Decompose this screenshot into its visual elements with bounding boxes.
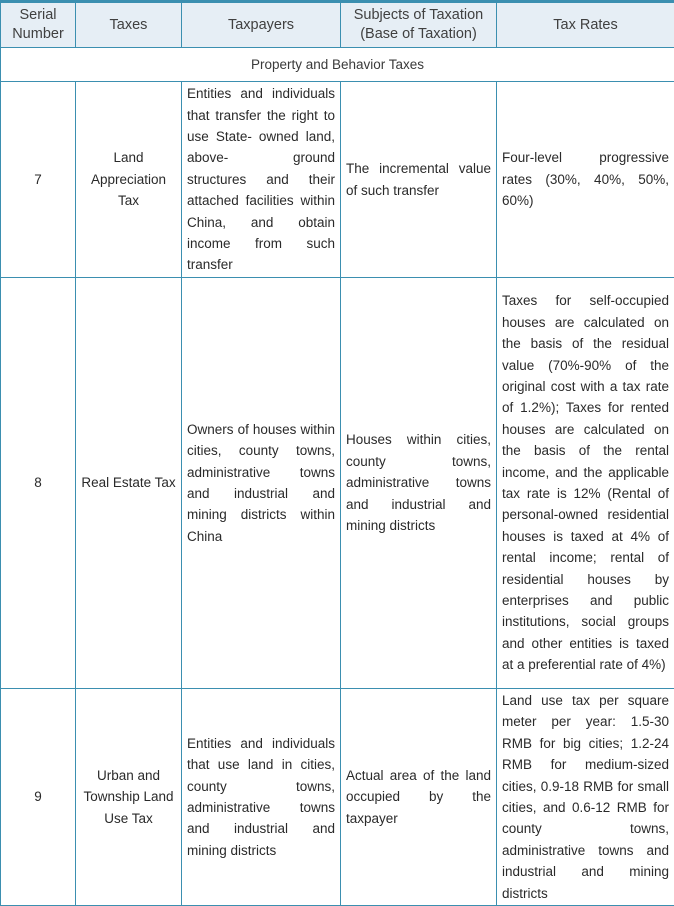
serial-cell: 8 — [1, 278, 76, 689]
table-row — [1, 278, 674, 689]
header-serial-number: Serial Number — [1, 2, 76, 48]
table-row — [1, 689, 674, 906]
tax-name-cell: Land Appreciation Tax — [76, 82, 182, 278]
tax-rates-cell: Taxes for self-occupied houses are calculated on the basis of the residual value (70%-90% of the original cost with a tax rate of 1.2%); Taxes for rented houses are calculated on the basis of the rental income, and the applicable tax rate is 12% (Rental of personal-owned residential houses is taxed at 4% of rental income; rental of residential houses by enterprises and public institutions, social groups and other entities is taxed at a preferential rate of 4%) — [497, 278, 674, 689]
section-title: Property and Behavior Taxes — [1, 48, 674, 82]
serial-cell: 9 — [1, 689, 76, 906]
subject-cell: Actual area of the land occupied by the taxpayer — [341, 689, 497, 906]
table-row — [1, 82, 674, 278]
header-taxes: Taxes — [76, 2, 182, 48]
taxpayers-cell: Entities and individuals that transfer the right to use State- owned land, above- ground structures and their attached facilities within China, and obtain income from such transfer — [182, 82, 341, 278]
tax-rates-cell: Four-level progressive rates (30%, 40%, 50%, 60%) — [497, 82, 674, 278]
header-tax-rates: Tax Rates — [497, 2, 674, 48]
taxpayers-cell: Owners of houses within cities, county towns, administrative towns and industrial and mining districts within China — [182, 278, 341, 689]
header-subjects-of-taxation: Subjects of Taxation (Base of Taxation) — [341, 2, 497, 48]
tax-rates-cell: Land use tax per square meter per year: 1.5-30 RMB for big cities; 1.2-24 RMB for medium-sized cities, 0.9-18 RMB for small cities, and 0.6-12 RMB for county towns, administrative towns and industrial and mining districts — [497, 689, 674, 906]
table-header — [1, 2, 674, 48]
tax-name-cell: Urban and Township Land Use Tax — [76, 689, 182, 906]
header-taxpayers: Taxpayers — [182, 2, 341, 48]
serial-cell: 7 — [1, 82, 76, 278]
taxpayers-cell: Entities and individuals that use land in cities, county towns, administrative towns and industrial and mining districts — [182, 689, 341, 906]
subject-cell: Houses within cities, county towns, administrative towns and industrial and mining districts — [341, 278, 497, 689]
section-row — [1, 48, 674, 82]
tax-name-cell: Real Estate Tax — [76, 278, 182, 689]
subject-cell: The incremental value of such transfer — [341, 82, 497, 278]
